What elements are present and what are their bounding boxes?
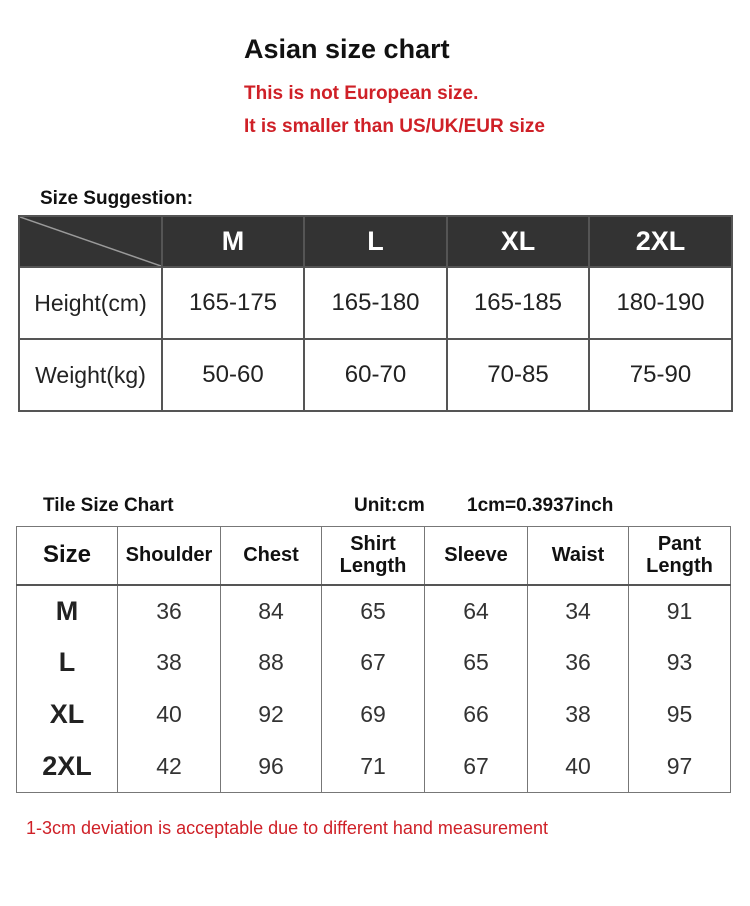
- deviation-note: 1-3cm deviation is acceptable due to different hand measurement: [26, 818, 548, 838]
- conversion-label: 1cm=0.3937inch: [467, 495, 614, 516]
- value-cell: 95: [629, 689, 731, 741]
- weight-row: [19, 339, 732, 411]
- value-cell: 96: [221, 741, 322, 793]
- size-suggestion-header-row: [19, 216, 732, 267]
- size-cell: M: [17, 585, 118, 637]
- col-header-size: Size: [17, 527, 118, 585]
- value-cell: 36: [528, 637, 629, 689]
- value-cell: 67: [425, 741, 528, 793]
- value-cell: 97: [629, 741, 731, 793]
- size-header-xl: XL: [447, 216, 589, 267]
- table-row: [17, 637, 731, 689]
- size-cell: XL: [17, 689, 118, 741]
- col-header-waist: Waist: [528, 527, 629, 585]
- value-cell: 93: [629, 637, 731, 689]
- weight-cell: 75-90: [589, 339, 732, 411]
- value-cell: 91: [629, 585, 731, 637]
- col-header-chest: Chest: [221, 527, 322, 585]
- tile-size-table: [16, 526, 731, 793]
- col-header-pant-length: [629, 527, 731, 585]
- col-header-text: Pant: [657, 533, 702, 556]
- warning-note-2: It is smaller than US/UK/EUR size: [244, 116, 545, 137]
- value-cell: 64: [425, 585, 528, 637]
- col-header-shirt-length: [322, 527, 425, 585]
- warning-note-1: This is not European size.: [244, 83, 479, 104]
- size-header-2xl: 2XL: [589, 216, 732, 267]
- height-cell: 165-185: [447, 267, 589, 339]
- height-row: [19, 267, 732, 339]
- table-row: [17, 741, 731, 793]
- value-cell: 66: [425, 689, 528, 741]
- weight-cell: 70-85: [447, 339, 589, 411]
- value-cell: 42: [118, 741, 221, 793]
- value-cell: 36: [118, 585, 221, 637]
- value-cell: 69: [322, 689, 425, 741]
- value-cell: 92: [221, 689, 322, 741]
- value-cell: 65: [322, 585, 425, 637]
- value-cell: 38: [118, 637, 221, 689]
- height-cell: 165-180: [304, 267, 447, 339]
- value-cell: 67: [322, 637, 425, 689]
- value-cell: 88: [221, 637, 322, 689]
- page-title: Asian size chart: [244, 34, 450, 64]
- value-cell: 65: [425, 637, 528, 689]
- size-cell: 2XL: [17, 741, 118, 793]
- col-header-text: Length: [339, 555, 407, 578]
- diagonal-line: [20, 217, 161, 266]
- value-cell: 84: [221, 585, 322, 637]
- table-row: [17, 689, 731, 741]
- col-header-shoulder: Shoulder: [118, 527, 221, 585]
- size-cell: L: [17, 637, 118, 689]
- tile-header-row: [17, 527, 731, 585]
- size-suggestion-table: [18, 215, 733, 412]
- weight-row-label: Weight(kg): [19, 339, 162, 411]
- size-header-l: L: [304, 216, 447, 267]
- height-cell: 165-175: [162, 267, 304, 339]
- height-row-label: Height(cm): [19, 267, 162, 339]
- unit-label: Unit:cm: [354, 495, 425, 516]
- col-header-sleeve: Sleeve: [425, 527, 528, 585]
- size-header-m: M: [162, 216, 304, 267]
- value-cell: 38: [528, 689, 629, 741]
- value-cell: 40: [528, 741, 629, 793]
- size-suggestion-label: Size Suggestion:: [40, 188, 194, 209]
- weight-cell: 50-60: [162, 339, 304, 411]
- table-row: [17, 585, 731, 637]
- tile-chart-label: Tile Size Chart: [43, 495, 174, 516]
- col-header-text: Shirt: [350, 533, 396, 556]
- value-cell: 40: [118, 689, 221, 741]
- diagonal-corner-cell: [19, 216, 162, 267]
- value-cell: 71: [322, 741, 425, 793]
- weight-cell: 60-70: [304, 339, 447, 411]
- value-cell: 34: [528, 585, 629, 637]
- col-header-text: Length: [646, 555, 713, 578]
- height-cell: 180-190: [589, 267, 732, 339]
